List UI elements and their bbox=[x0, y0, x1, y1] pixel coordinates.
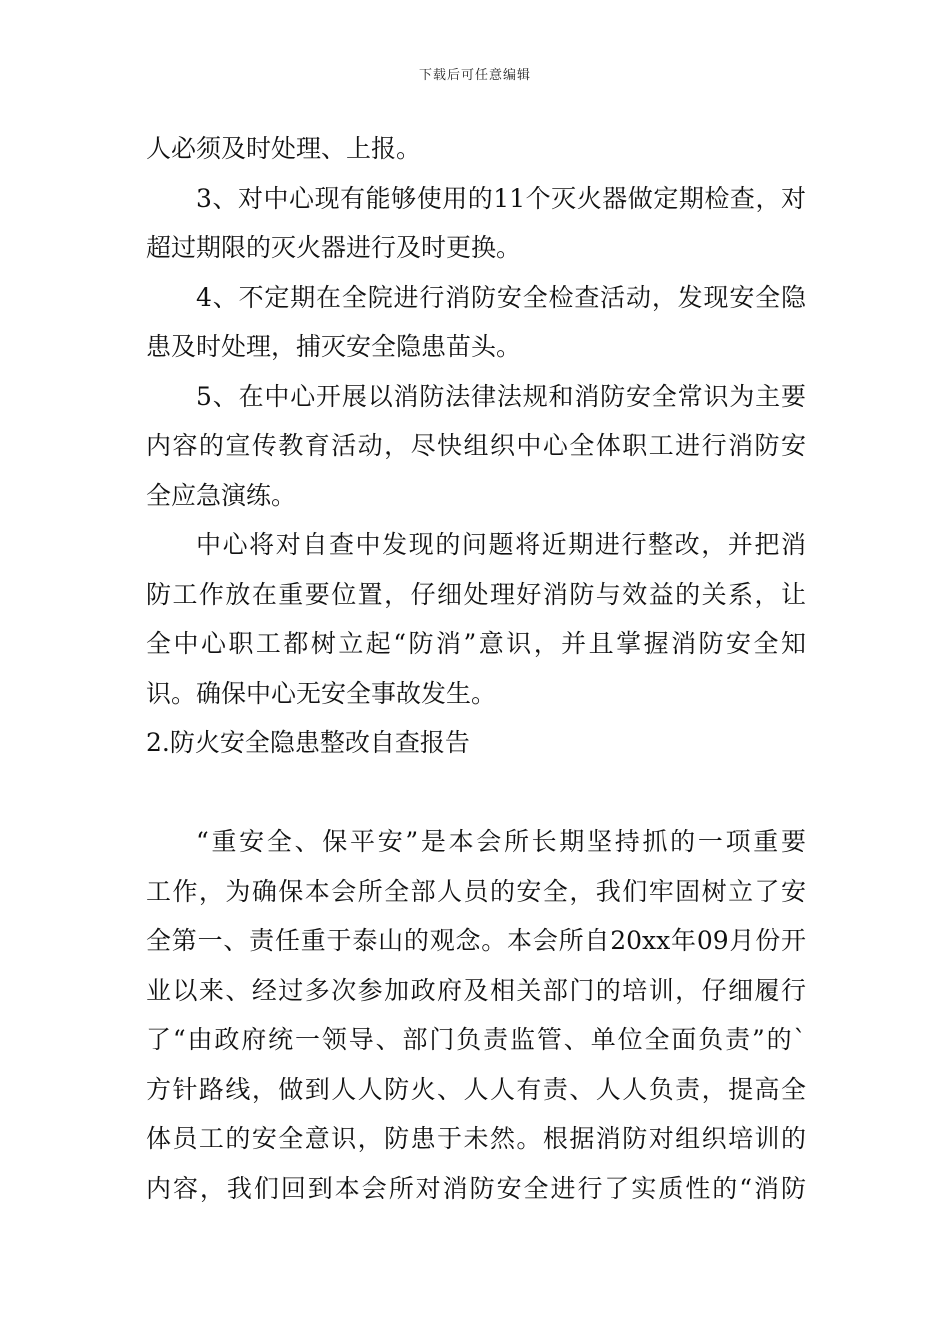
text-line: 全第一、责任重于泰山的观念。本会所自20xx年09月份开 bbox=[146, 926, 806, 955]
section-heading: 2.防火安全隐患整改自查报告 bbox=[146, 728, 470, 757]
text-line: 防工作放在重要位置，仔细处理好消防与效益的关系，让 bbox=[146, 579, 806, 609]
text-line: 了“由政府统一领导、部门负责监管、单位全面负责”的` bbox=[146, 1025, 806, 1054]
document-body bbox=[146, 124, 806, 1213]
text-line: 人必须及时处理、上报。 bbox=[146, 134, 422, 163]
text-line: “重安全、保平安”是本会所长期坚持抓的一项重要 bbox=[196, 827, 806, 856]
text-line: 患及时处理，捕灭安全隐患苗头。 bbox=[146, 332, 522, 361]
text-line: 3、对中心现有能够使用的11个灭火器做定期检查，对 bbox=[196, 183, 806, 213]
text-line: 识。确保中心无安全事故发生。 bbox=[146, 678, 497, 708]
text-line: 4、不定期在全院进行消防安全检查活动，发现安全隐 bbox=[196, 282, 806, 312]
text-line: 5、在中心开展以消防法律法规和消防安全常识为主要 bbox=[196, 381, 806, 411]
text-line: 体员工的安全意识，防患于未然。根据消防对组织培训的 bbox=[146, 1124, 806, 1153]
text-line: 方针路线，做到人人防火、人人有责、人人负责，提高全 bbox=[146, 1074, 806, 1104]
text-line: 超过期限的灭火器进行及时更换。 bbox=[146, 233, 522, 262]
text-line: 全中心职工都树立起“防消”意识，并且掌握消防安全知 bbox=[146, 629, 806, 658]
page-header: 下载后可任意编辑 bbox=[418, 68, 531, 83]
text-line: 内容，我们回到本会所对消防安全进行了实质性的“消防 bbox=[146, 1173, 806, 1203]
text-line: 业以来、经过多次参加政府及相关部门的培训，仔细履行 bbox=[146, 975, 806, 1005]
paragraph-gap bbox=[146, 768, 806, 818]
text-line: 全应急演练。 bbox=[146, 480, 297, 510]
text-line: 工作，为确保本会所全部人员的安全，我们牢固树立了安 bbox=[146, 876, 806, 906]
text-line: 中心将对自查中发现的问题将近期进行整改，并把消 bbox=[196, 530, 806, 559]
text-line: 内容的宣传教育活动，尽快组织中心全体职工进行消防安 bbox=[146, 431, 806, 460]
